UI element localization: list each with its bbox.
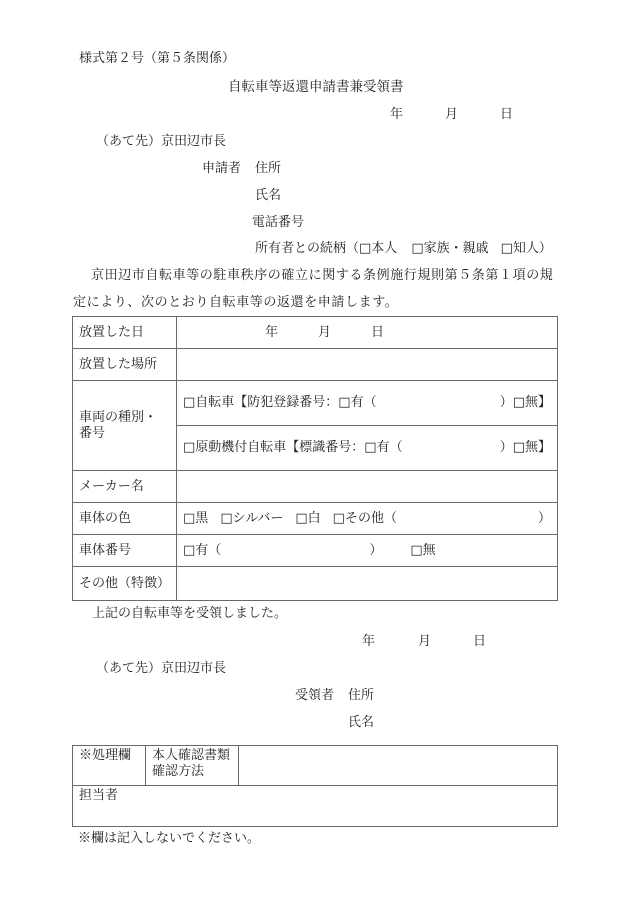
- vehicle-type-label-line2: 番号: [79, 425, 106, 441]
- receipt-addressee: （あて先）京田辺市長: [96, 661, 227, 676]
- color-field: [177, 503, 558, 535]
- frame-number-field: [177, 535, 558, 567]
- vehicle-info-table: [72, 316, 558, 601]
- frame-number-close: ）: [369, 542, 383, 558]
- color-other-close: ）: [537, 510, 551, 526]
- table-row-other-features: [73, 567, 558, 601]
- date-day-label: 日: [500, 107, 514, 122]
- processing-row: [73, 746, 558, 786]
- staff-row: [73, 786, 558, 827]
- receiver-address-label: 住所: [348, 688, 375, 703]
- relation-option-self[interactable]: □本人: [359, 241, 398, 256]
- color-option-black[interactable]: □黒: [183, 510, 209, 526]
- id-doc-field[interactable]: [239, 746, 558, 786]
- id-doc-label-line1: 本人確認書類: [152, 748, 231, 763]
- processing-table: [72, 745, 558, 827]
- other-features-label: その他（特徴）: [73, 567, 177, 601]
- table-row-frame-number: [73, 535, 558, 567]
- applicant-address-label: 住所: [255, 161, 282, 176]
- vehicle-type-label-line1: 車両の種別・: [79, 409, 158, 425]
- color-option-silver[interactable]: □シルバー: [220, 510, 284, 526]
- bicycle-option[interactable]: [177, 381, 558, 426]
- date-month-label: 月: [445, 107, 459, 122]
- frame-number-no-checkbox[interactable]: □無: [410, 542, 436, 558]
- bicycle-none-checkbox[interactable]: ）□無】: [499, 395, 551, 410]
- relation-option-family[interactable]: □家族・親戚: [411, 241, 489, 256]
- processing-header: ※処理欄: [73, 746, 146, 786]
- receiver-name-label: 氏名: [348, 715, 375, 730]
- form-number: 様式第２号（第５条関係）: [79, 51, 236, 66]
- abandoned-date-field[interactable]: [177, 317, 558, 349]
- applicant-name-label: 氏名: [255, 188, 282, 203]
- applicant-phone-label: 電話番号: [252, 215, 305, 230]
- relation-line: [255, 241, 552, 257]
- maker-label: メーカー名: [73, 471, 177, 503]
- footnote: ※欄は記入しないでください。: [78, 831, 261, 846]
- bicycle-checkbox-label[interactable]: □自転車【防犯登録番号：□有（: [183, 395, 377, 410]
- color-option-other[interactable]: □その他（: [332, 510, 397, 526]
- statement-line-2: 定により、次のとおり自転車等の返還を申請します。: [73, 295, 399, 310]
- staff-field[interactable]: [73, 786, 558, 827]
- receipt-year-label: 年: [362, 634, 376, 649]
- maker-field[interactable]: [177, 471, 558, 503]
- frame-number-label: 車体番号: [73, 535, 177, 567]
- abandoned-place-field[interactable]: [177, 349, 558, 381]
- moped-none-checkbox[interactable]: ）□無】: [499, 440, 551, 455]
- day-label: 日: [371, 324, 385, 340]
- vehicle-type-label: [73, 381, 177, 471]
- frame-number-yes-checkbox[interactable]: □有（: [183, 542, 222, 558]
- date-year-label: 年: [390, 107, 404, 122]
- table-row-vehicle-type-bicycle: [73, 381, 558, 426]
- table-row-abandoned-place: [73, 349, 558, 381]
- relation-option-acquaintance[interactable]: □知人）: [500, 241, 552, 256]
- moped-option[interactable]: [177, 426, 558, 471]
- id-doc-label: [146, 746, 239, 786]
- receipt-month-label: 月: [418, 634, 432, 649]
- color-option-white[interactable]: □白: [295, 510, 321, 526]
- table-row-maker: [73, 471, 558, 503]
- month-label: 月: [318, 324, 332, 340]
- statement-line-1: 京田辺市自転車等の駐車秩序の確立に関する条例施行規則第５条第１項の規: [91, 268, 554, 283]
- form-title: 自転車等返還申請書兼受領書: [228, 79, 404, 95]
- abandoned-place-label: 放置した場所: [73, 349, 177, 381]
- year-label: 年: [265, 324, 279, 340]
- staff-label: 担当者: [79, 788, 119, 803]
- table-row-color: [73, 503, 558, 535]
- abandoned-date-label: 放置した日: [73, 317, 177, 349]
- color-label: 車体の色: [73, 503, 177, 535]
- moped-checkbox-label[interactable]: □原動機付自転車【標識番号：□有（: [183, 440, 403, 455]
- addressee: （あて先）京田辺市長: [96, 134, 227, 149]
- id-doc-label-line2: 確認方法: [152, 764, 205, 779]
- other-features-field[interactable]: [177, 567, 558, 601]
- relation-label: 所有者との続柄（: [255, 241, 360, 256]
- table-row-abandoned-date: [73, 317, 558, 349]
- receipt-day-label: 日: [473, 634, 487, 649]
- applicant-label: 申請者: [202, 161, 242, 176]
- receipt-statement: 上記の自転車等を受領しました。: [92, 606, 288, 621]
- receiver-label: 受領者: [295, 688, 335, 703]
